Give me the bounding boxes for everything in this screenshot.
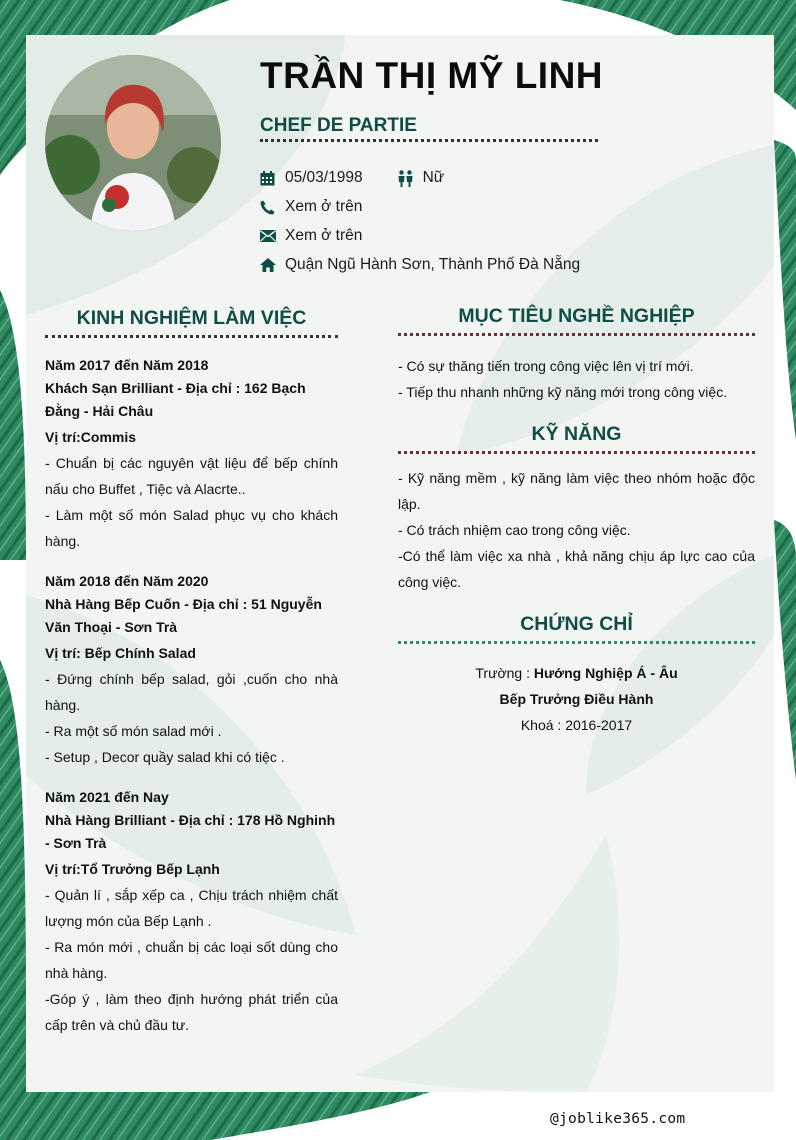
job-position: Vị trí:Commis [45, 429, 137, 445]
school-name: Hướng Nghiệp Á - Âu [533, 665, 678, 681]
job-company: Khách Sạn Brilliant - Địa chỉ : 162 Bạch Đằng - Hải Châu [45, 380, 306, 419]
envelope-icon [259, 228, 276, 245]
certificate-block [398, 660, 755, 738]
gender: Nữ [422, 169, 445, 186]
job-period: Năm 2017 đến Năm 2018 [45, 357, 209, 373]
job-duty: - Ra một số món salad mới . [45, 723, 222, 739]
address-row [259, 254, 580, 276]
skill-item: - Kỹ năng mềm , kỹ năng làm việc theo nhóm hoặc độc lập. [398, 470, 755, 512]
job-duty: - Làm một số món Salad phục vụ cho khách hàng. [45, 507, 338, 549]
avatar [45, 55, 221, 231]
email-row [259, 225, 362, 247]
school-label: Trường : [475, 665, 534, 681]
job-period: Năm 2018 đến Năm 2020 [45, 573, 209, 589]
course-name: Bếp Trưởng Điều Hành [499, 691, 654, 707]
objective-item: - Có sự thăng tiến trong công việc lên vị trí mới. [398, 358, 694, 374]
job-duty: - Ra món mới , chuẩn bị các loại sốt dùng cho nhà hàng. [45, 939, 338, 981]
skills-heading: KỸ NĂNG [531, 423, 622, 445]
candidate-name: TRẦN THỊ MỸ LINH [260, 55, 604, 96]
job-company: Nhà Hàng Bếp Cuốn - Địa chỉ : 51 Nguyễn Văn Thoại - Sơn Trà [45, 596, 322, 635]
home-icon [259, 257, 276, 274]
phone-value: Xem ở trên [285, 198, 363, 215]
birthdate: 05/03/1998 [285, 169, 363, 186]
objective-divider [398, 333, 755, 336]
job-entry [45, 570, 338, 770]
job-position: Vị trí:Tổ Trưởng Bếp Lạnh [45, 861, 220, 877]
course-year: Khoá : 2016-2017 [520, 717, 633, 733]
skill-item: -Có thể làm việc xa nhà , khả năng chịu áp lực cao của công việc. [398, 548, 755, 590]
calendar-icon [259, 170, 276, 187]
birth-gender-row [259, 167, 444, 189]
job-position: Vị trí: Bếp Chính Salad [45, 645, 196, 661]
title-divider [260, 139, 598, 142]
experience-divider [45, 335, 338, 338]
experience-heading: KINH NGHIỆM LÀM VIỆC [76, 307, 307, 329]
certificates-divider [398, 641, 755, 644]
email-value: Xem ở trên [285, 227, 363, 244]
job-duty: - Đứng chính bếp salad, gỏi ,cuốn cho nhà hàng. [45, 671, 338, 713]
job-duty: - Chuẩn bị các nguyên vật liệu để bếp chính nấu cho Buffet , Tiệc và Alacrte.. [45, 455, 338, 497]
skills-divider [398, 451, 755, 454]
phone-row [259, 196, 362, 218]
job-title: CHEF DE PARTIE [260, 115, 417, 136]
job-duty: - Quản lí , sắp xếp ca , Chịu trách nhiệm chất lượng món của Bếp Lạnh . [45, 887, 338, 929]
job-period: Năm 2021 đến Nay [45, 789, 169, 805]
certificates-heading: CHỨNG CHỈ [520, 613, 633, 635]
resume-content [26, 35, 774, 1092]
job-company: Nhà Hàng Brilliant - Địa chỉ : 178 Hồ Nghinh - Sơn Trà [45, 812, 336, 851]
skill-item: - Có trách nhiệm cao trong công việc. [398, 522, 631, 538]
job-entry [45, 786, 338, 1038]
certificate-school-line [398, 660, 755, 686]
skills-list [398, 465, 755, 595]
job-duty: - Setup , Decor quầy salad khi có tiệc . [45, 749, 285, 765]
job-entry [45, 354, 338, 554]
objective-heading: MỤC TIÊU NGHỀ NGHIỆP [458, 305, 695, 327]
phone-icon [259, 199, 276, 216]
people-icon [397, 170, 414, 187]
objective-item: - Tiếp thu nhanh những kỹ năng mới trong công việc. [398, 384, 728, 400]
experience-list [45, 354, 338, 1054]
objective-list [398, 353, 755, 405]
job-duty: -Góp ý , làm theo định hướng phát triển của cấp trên và chủ đầu tư. [45, 991, 338, 1033]
site-watermark: @joblike365.com [550, 1111, 686, 1127]
address-value: Quận Ngũ Hành Sơn, Thành Phố Đà Nẵng [285, 256, 581, 273]
